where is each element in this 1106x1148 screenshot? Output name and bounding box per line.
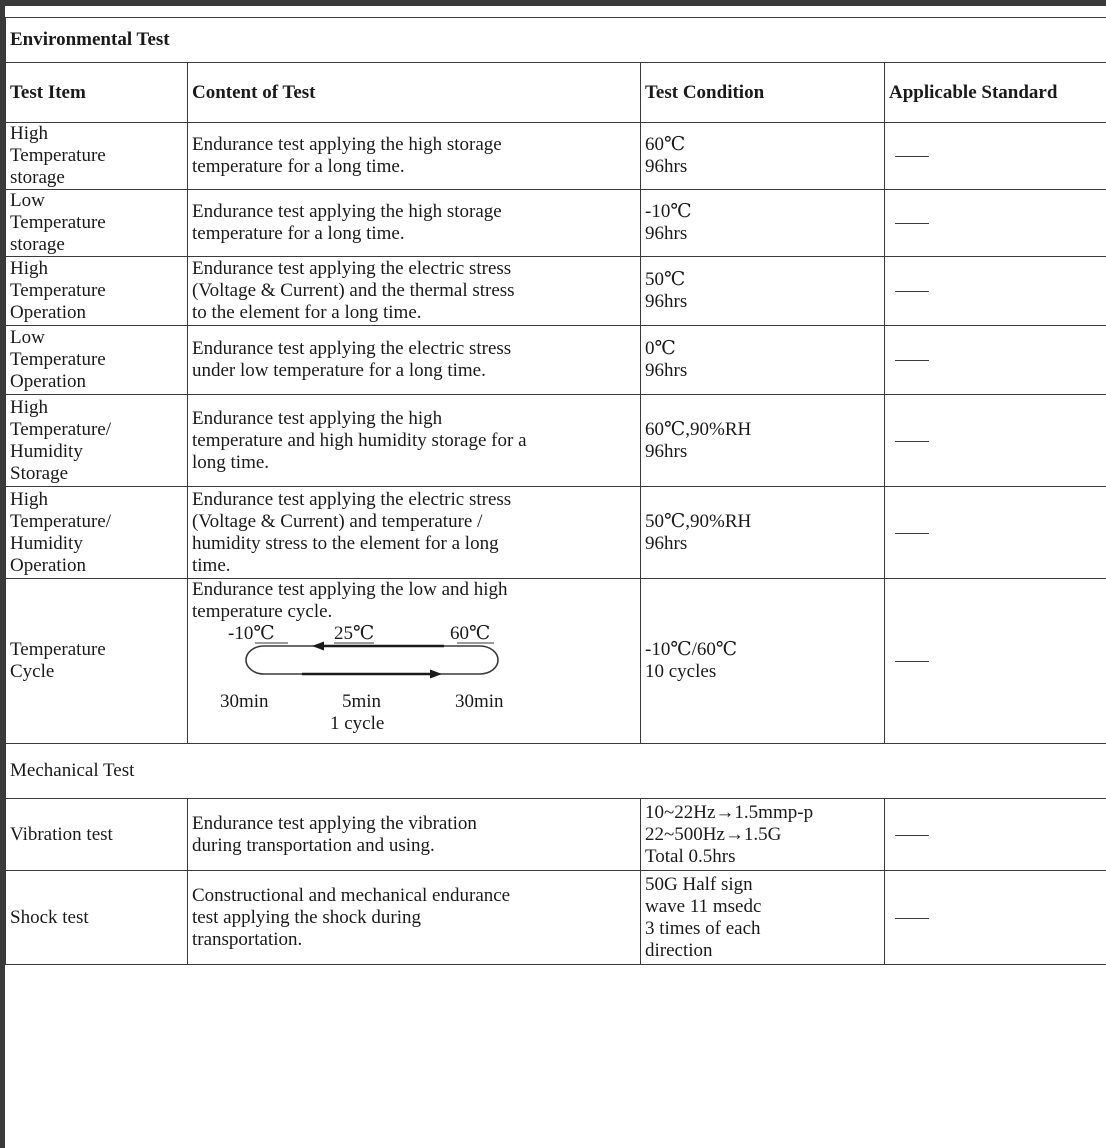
cycle-time-high: 30min	[455, 691, 504, 712]
test-condition-cell: 0℃ 96hrs	[641, 326, 885, 395]
standard-cell	[885, 799, 1106, 871]
table-row	[6, 487, 1106, 579]
test-content-cell: Endurance test applying the electric stress (Voltage & Current) and temperature / humidity stress to the element for a long time.	[188, 487, 641, 579]
cycle-high-temp-label: 60℃	[450, 623, 491, 644]
column-header-content: Content of Test	[188, 63, 641, 123]
test-item-cell: Vibration test	[6, 799, 188, 871]
table-row	[6, 190, 1106, 257]
cycle-time-low: 30min	[220, 691, 269, 712]
standard-cell	[885, 326, 1106, 395]
test-item-cell: Temperature Cycle	[6, 579, 188, 744]
dash-line	[895, 360, 929, 361]
section-row-mechanical	[6, 744, 1106, 799]
dash-line	[895, 835, 929, 836]
test-item-cell: High Temperature storage	[6, 123, 188, 190]
cycle-low-temp-label: -10℃	[228, 623, 275, 644]
cycle-mid-temp-label: 25℃	[334, 623, 375, 644]
table-row	[6, 326, 1106, 395]
test-content-cell: Endurance test applying the electric stress (Voltage & Current) and the thermal stress to the element for a long time.	[188, 257, 641, 326]
test-item-cell: High Temperature/ Humidity Operation	[6, 487, 188, 579]
standard-cell	[885, 190, 1106, 257]
test-content-cell	[188, 579, 641, 744]
test-item-cell: High Temperature/ Humidity Storage	[6, 395, 188, 487]
section-row-environmental	[6, 18, 1106, 63]
section-title-environmental: Environmental Test	[6, 18, 1106, 63]
test-content-cell: Endurance test applying the electric stress under low temperature for a long time.	[188, 326, 641, 395]
test-content-cell: Constructional and mechanical endurance test applying the shock during transportation.	[188, 871, 641, 965]
cycle-time-transition: 5min	[342, 691, 382, 712]
test-item-cell: Low Temperature storage	[6, 190, 188, 257]
standard-cell	[885, 257, 1106, 326]
dash-line	[895, 223, 929, 224]
cycle-description: Endurance test applying the low and high temperature cycle.	[192, 579, 508, 622]
test-condition-cell: 10~22Hz→1.5mmp-p 22~500Hz→1.5G Total 0.5hrs	[641, 799, 885, 871]
test-content-cell: Endurance test applying the high storage temperature for a long time.	[188, 123, 641, 190]
standard-cell	[885, 395, 1106, 487]
test-condition-cell: 60℃ 96hrs	[641, 123, 885, 190]
test-condition-cell: -10℃/60℃ 10 cycles	[641, 579, 885, 744]
test-condition-cell: 60℃,90%RH 96hrs	[641, 395, 885, 487]
test-item-cell: High Temperature Operation	[6, 257, 188, 326]
dash-line	[895, 291, 929, 292]
dash-line	[895, 661, 929, 662]
table-row	[6, 257, 1106, 326]
table-row	[6, 123, 1106, 190]
standard-cell	[885, 123, 1106, 190]
dash-line	[895, 533, 929, 534]
test-content-cell: Endurance test applying the high temperature and high humidity storage for a long time.	[188, 395, 641, 487]
standard-cell	[885, 487, 1106, 579]
column-header-test-item: Test Item	[6, 63, 188, 123]
table-row	[6, 871, 1106, 965]
dash-line	[895, 441, 929, 442]
table-row	[6, 799, 1106, 871]
table-row	[6, 395, 1106, 487]
table-row-temperature-cycle	[6, 579, 1106, 744]
dash-line	[895, 918, 929, 919]
test-condition-cell: 50℃,90%RH 96hrs	[641, 487, 885, 579]
standard-cell	[885, 871, 1106, 965]
table-header-row	[6, 63, 1106, 123]
test-item-cell: Shock test	[6, 871, 188, 965]
dash-line	[895, 156, 929, 157]
test-condition-cell: 50G Half sign wave 11 msedc 3 times of each direction	[641, 871, 885, 965]
temperature-cycle-diagram	[192, 623, 612, 697]
test-condition-cell: 50℃ 96hrs	[641, 257, 885, 326]
test-condition-cell: -10℃ 96hrs	[641, 190, 885, 257]
column-header-standard: Applicable Standard	[885, 63, 1106, 123]
standard-cell	[885, 579, 1106, 744]
reliability-test-table	[5, 17, 1106, 965]
cycle-caption: 1 cycle	[330, 713, 385, 734]
cycle-loop-graphic	[192, 623, 612, 697]
cycle-durations	[192, 691, 612, 743]
column-header-condition: Test Condition	[641, 63, 885, 123]
test-content-cell: Endurance test applying the vibration during transportation and using.	[188, 799, 641, 871]
top-border-rule	[0, 0, 1106, 6]
test-item-cell: Low Temperature Operation	[6, 326, 188, 395]
section-title-mechanical: Mechanical Test	[6, 744, 1106, 799]
test-content-cell: Endurance test applying the high storage temperature for a long time.	[188, 190, 641, 257]
